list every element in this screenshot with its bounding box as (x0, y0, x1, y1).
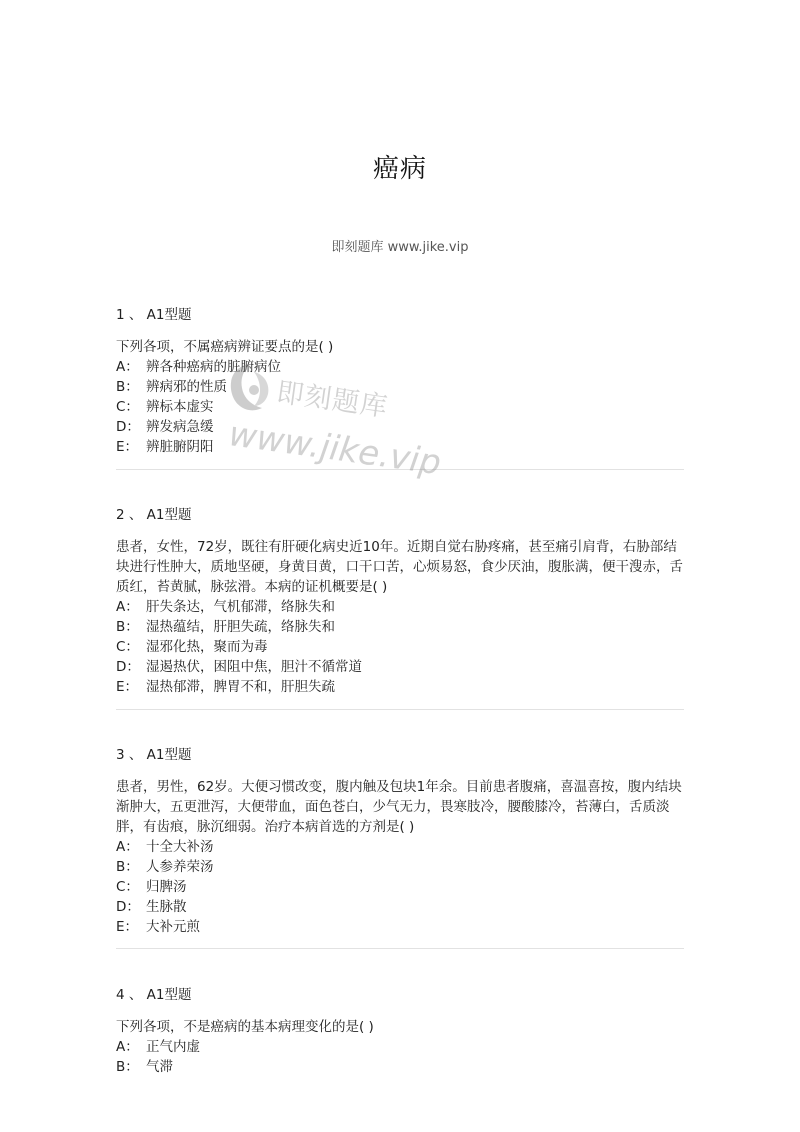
question-stem: 下列各项，不属癌病辨证要点的是( ) (116, 339, 334, 355)
option-d (116, 417, 686, 437)
option-c (116, 877, 686, 897)
document-subtitle: 即刻题库 www.jike.vip (331, 240, 469, 255)
option-d (116, 897, 686, 917)
option-letter: B： (116, 1059, 139, 1075)
option-text: 气滞 (146, 1059, 173, 1075)
option-text: 湿邪化热，聚而为毒 (146, 639, 268, 655)
option-text: 十全大补汤 (146, 839, 214, 855)
option-letter: A： (116, 839, 139, 855)
question-divider (116, 948, 684, 949)
option-letter: E： (116, 439, 139, 455)
option-letter: A： (116, 599, 139, 615)
question-header: 4 、 A1型题 (116, 987, 192, 1003)
option-c (116, 397, 686, 417)
option-e (116, 677, 686, 697)
option-text: 肝失条达，气机郁滞，络脉失和 (146, 599, 335, 615)
option-a (116, 837, 686, 857)
option-a (116, 1037, 686, 1057)
option-letter: C： (116, 399, 139, 415)
option-text: 归脾汤 (146, 879, 187, 895)
option-letter: A： (116, 1039, 139, 1055)
option-b (116, 617, 686, 637)
option-letter: E： (116, 679, 139, 695)
option-letter: D： (116, 419, 140, 435)
question-stem: 下列各项，不是癌病的基本病理变化的是( ) (116, 1019, 374, 1035)
question-header: 3 、 A1型题 (116, 747, 192, 763)
question-stem: 患者，男性，62岁。大便习惯改变，腹内触及包块1年余。目前患者腹痛，喜温喜按，腹内结块渐肿大，五更泄泻，大便带血，面色苍白，少气无力，畏寒肢冷，腰酸膝冷，苔薄白，舌质淡胖，有齿痕，脉沉细弱。治疗本病首选的方剂是( ) (116, 779, 682, 835)
question-1 (116, 305, 686, 457)
option-a (116, 597, 686, 617)
option-letter: E： (116, 919, 139, 935)
option-letter: B： (116, 859, 139, 875)
question-header: 1 、 A1型题 (116, 307, 192, 323)
option-d (116, 657, 686, 677)
option-letter: B： (116, 619, 139, 635)
option-text: 湿热蕴结，肝胆失疏，络脉失和 (146, 619, 335, 635)
option-letter: C： (116, 879, 139, 895)
option-letter: C： (116, 639, 139, 655)
option-text: 正气内虚 (146, 1039, 200, 1055)
option-text: 湿遏热伏，困阻中焦，胆汁不循常道 (146, 659, 362, 675)
option-text: 辨各种癌病的脏腑病位 (146, 359, 281, 375)
question-stem: 患者，女性，72岁，既往有肝硬化病史近10年。近期自觉右胁疼痛，甚至痛引肩背，右胁部结块进行性肿大，质地坚硬，身黄目黄，口干口苦，心烦易怒，食少厌油，腹胀满，便干溲赤，舌质红，苔黄腻，脉弦滑。本病的证机概要是( ) (116, 539, 683, 595)
watermark-brand: 即刻题库 (274, 376, 390, 424)
document-title: 癌病 (372, 154, 427, 184)
option-text: 湿热郁滞，脾胃不和，肝胆失疏 (146, 679, 335, 695)
option-b (116, 857, 686, 877)
option-letter: D： (116, 899, 140, 915)
question-header: 2 、 A1型题 (116, 507, 192, 523)
option-text: 人参养荣汤 (146, 859, 214, 875)
option-b (116, 1057, 686, 1077)
option-letter: D： (116, 659, 140, 675)
option-c (116, 637, 686, 657)
question-2 (116, 505, 686, 697)
option-e (116, 437, 686, 457)
question-3 (116, 745, 686, 937)
option-text: 辨标本虚实 (146, 399, 214, 415)
option-a (116, 357, 686, 377)
option-b (116, 377, 686, 397)
option-text: 大补元煎 (146, 919, 200, 935)
option-text: 辨发病急缓 (146, 419, 214, 435)
question-divider (116, 469, 684, 470)
watermark-url: www.jike.vip (226, 414, 444, 484)
option-letter: A： (116, 359, 139, 375)
option-letter: B： (116, 379, 139, 395)
question-4 (116, 985, 686, 1077)
question-divider (116, 709, 684, 710)
option-text: 生脉散 (146, 899, 187, 915)
option-text: 辨病邪的性质 (146, 379, 227, 395)
option-text: 辨脏腑阴阳 (146, 439, 214, 455)
option-e (116, 917, 686, 937)
